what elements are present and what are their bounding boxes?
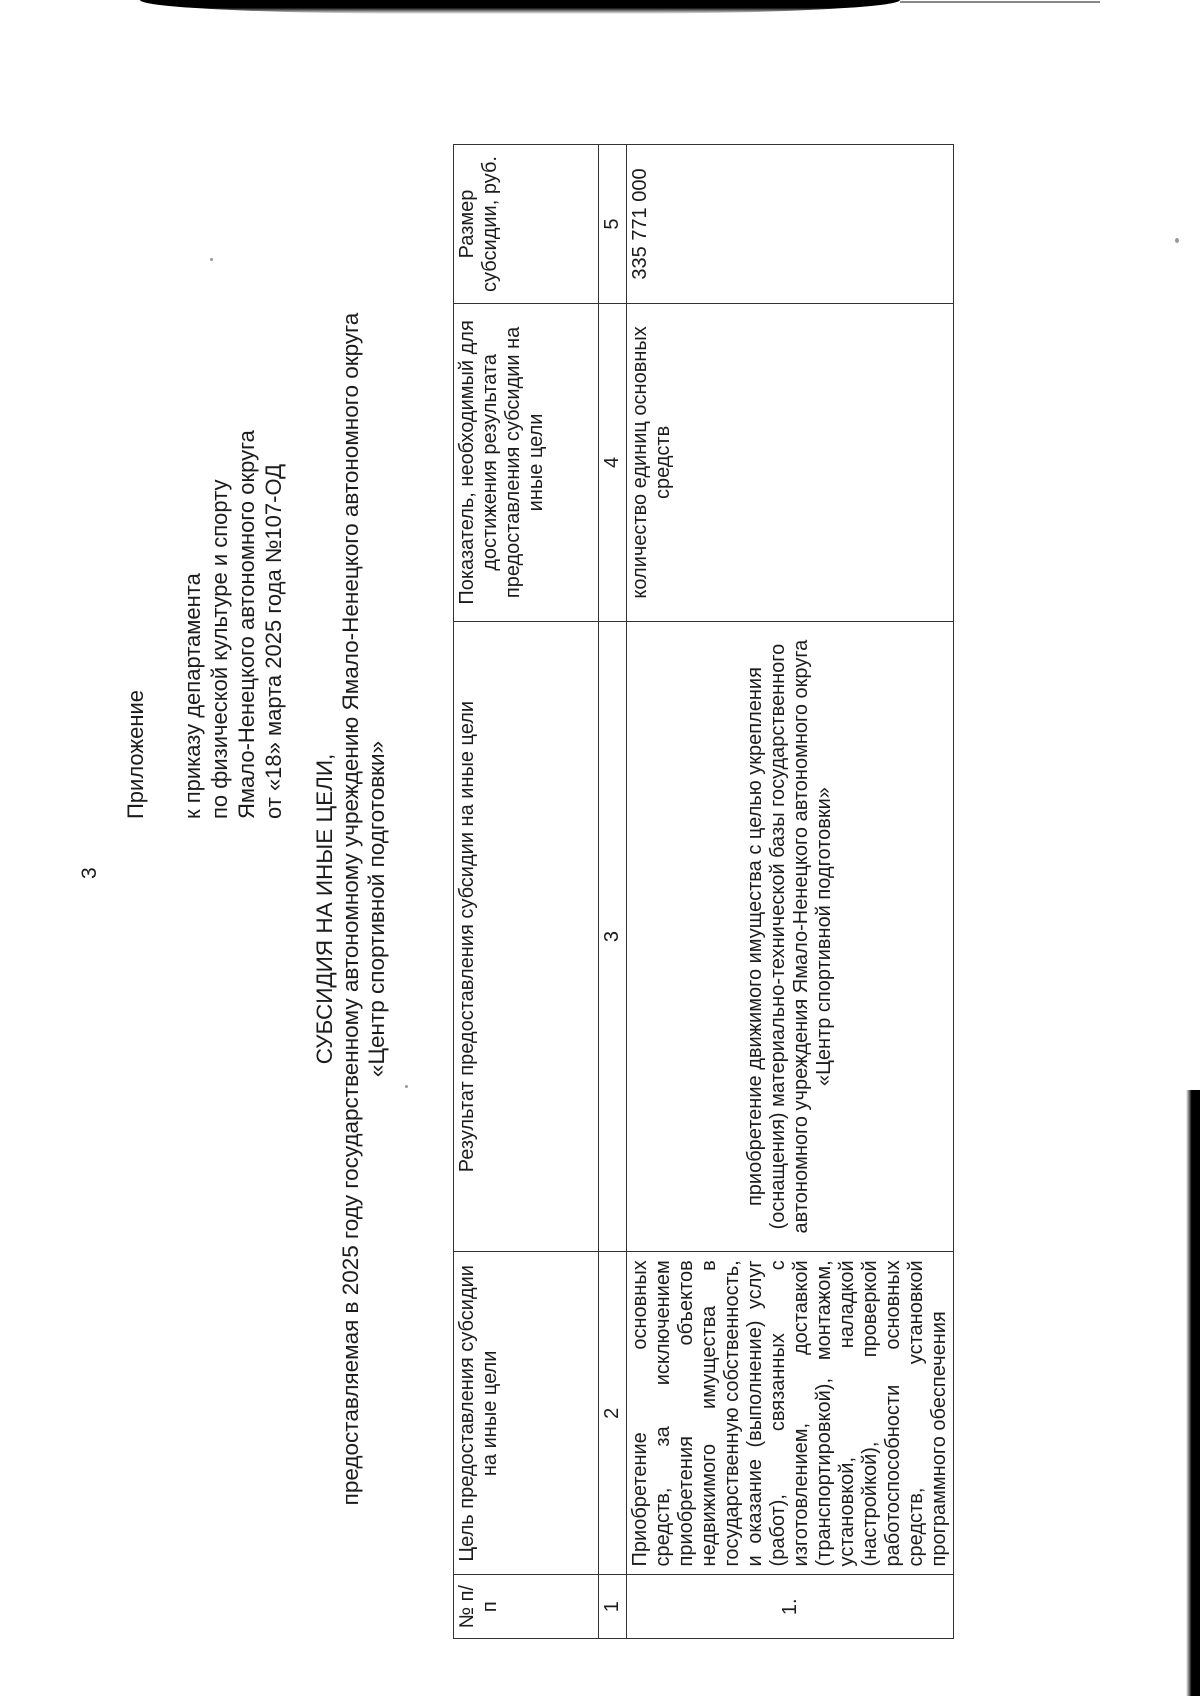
title-line: СУБСИДИЯ НА ИНЫЕ ЦЕЛИ, (312, 753, 337, 1065)
table-header-row (454, 145, 599, 1639)
appendix-line: по физической культуре и спорту (207, 479, 232, 819)
column-number-row (599, 145, 627, 1639)
scan-speck (1175, 238, 1179, 243)
document-page (50, 49, 1060, 1659)
header-amount: Размер субсидии, руб. (454, 145, 599, 304)
row-result: приобретение движимого имущества с целью укрепления (оснащения) материально-технической базы государственного автономного учреждения Ямало-Ненецкого автономного округа «Центр спортивной подготовки» (627, 621, 954, 1251)
page-number: 3 (78, 867, 101, 879)
appendix-block (122, 430, 287, 819)
scan-edge-top (140, 0, 900, 14)
row-amount: 335 771 000 (627, 145, 954, 304)
appendix-line: Ямало-Ненецкого автономного округа (234, 430, 259, 819)
subsidy-table (453, 144, 954, 1639)
header-number: № п/п (454, 1575, 599, 1639)
column-number: 2 (599, 1252, 627, 1575)
scan-edge-right (1186, 1090, 1200, 1696)
document-title (312, 209, 390, 1609)
appendix-line: к приказу департамента (180, 573, 205, 819)
header-goal: Цель предоставления субсидии на иные цели (454, 1252, 599, 1575)
column-number: 3 (599, 621, 627, 1251)
column-number: 5 (599, 145, 627, 304)
column-number: 1 (599, 1575, 627, 1639)
row-index: 1. (627, 1575, 954, 1639)
column-number: 4 (599, 303, 627, 621)
table-row (627, 145, 954, 1639)
title-line: предоставляемая в 2025 году государственному автономному учреждению Ямало-Ненецкого автономного округа (338, 312, 363, 1506)
row-indicator: количество единиц основных средств (627, 303, 954, 621)
appendix-line: от «18» марта 2025 года №107-ОД (261, 464, 286, 819)
header-result: Результат предоставления субсидии на иные цели (454, 621, 599, 1251)
appendix-heading: Приложение (123, 689, 148, 819)
row-goal: Приобретение основных средств, за исключением приобретения объектов недвижимого имущества в государственную собственность, и оказание (выполнение) услуг (работ), связанных с изготовлением, доставкой (транспортировкой), монтажом, установкой, наладкой (настройкой), проверкой работоспособности основных средств, установкой программного обеспечения (627, 1252, 954, 1575)
header-indicator: Показатель, необходимый для достижения результата предоставления субсидии на иные цели (454, 303, 599, 621)
scan-edge-line (900, 1, 1100, 3)
title-line: «Центр спортивной подготовки» (364, 740, 389, 1078)
